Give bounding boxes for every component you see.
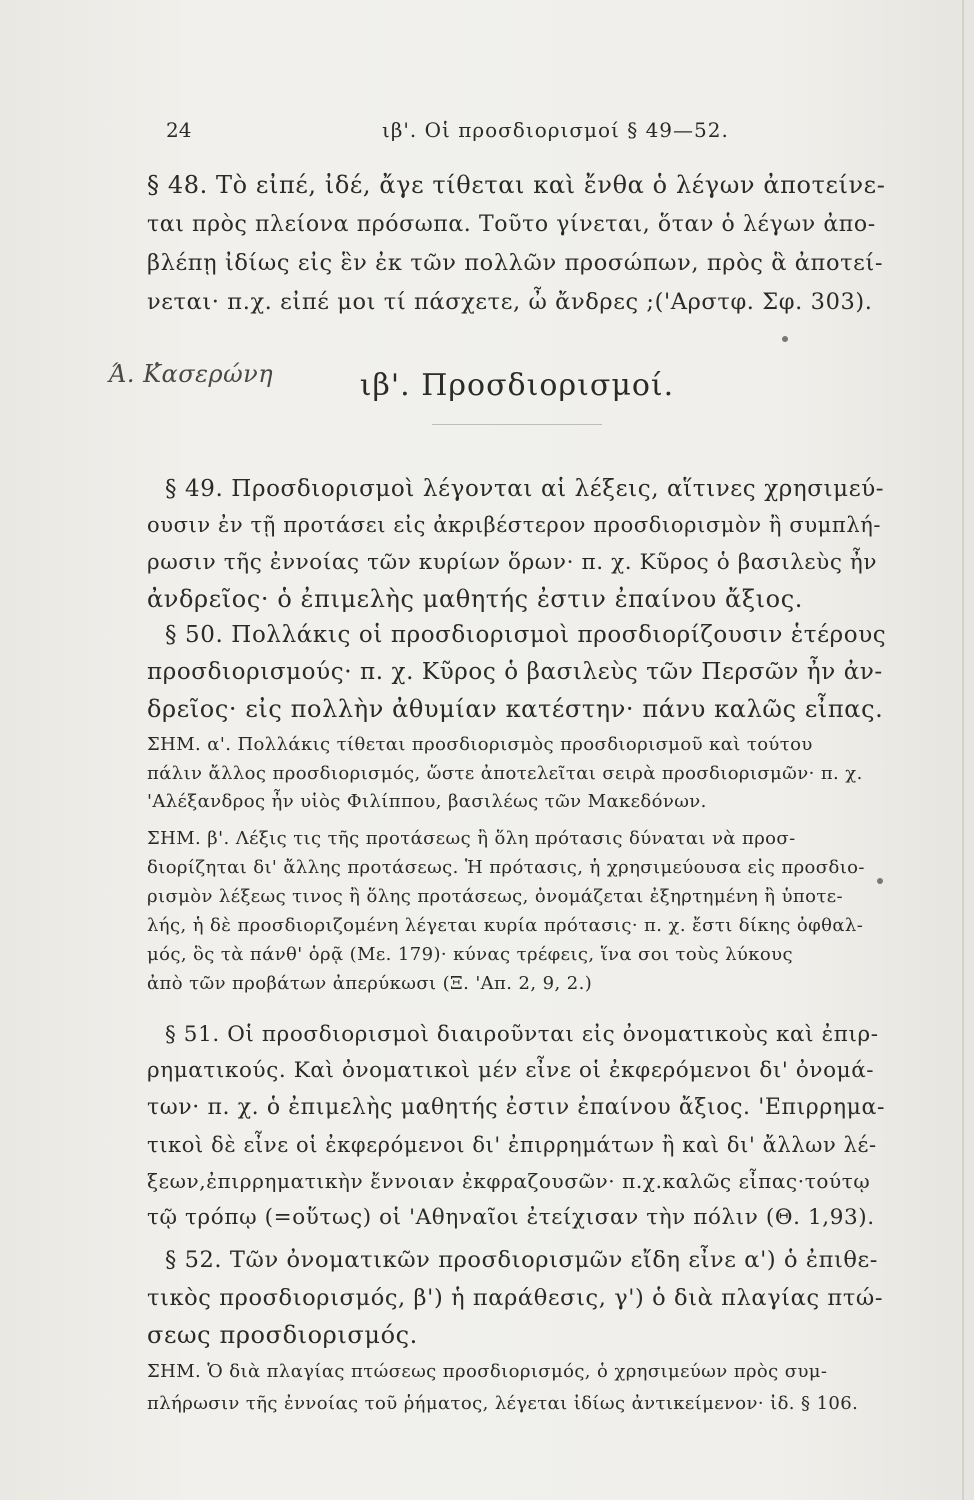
- text-line: § 49. Προσδιορισμοὶ λέγονται αἱ λέξεις, αἵτινες χρησιμεύ-: [165, 476, 885, 502]
- text-line: § 52. Τῶν ὀνοματικῶν προσδιορισμῶν εἴδη εἶνε α') ὁ ἐπιθε-: [165, 1247, 878, 1273]
- note-line: μός, ὃς τὰ πάνθ' ὁρᾷ (Με. 179)· κύνας τρέφεις, ἵνα σοι τοὺς λύκους: [147, 944, 793, 965]
- note-line: ἀπὸ τῶν προβάτων ἀπερύκωσι (Ξ. 'Απ. 2, 9, 2.): [147, 973, 593, 994]
- note-line: λής, ἡ δὲ προσδιοριζομένη λέγεται κυρία πρότασις· π. χ. ἔστι δίκης ὀφθαλ-: [147, 915, 864, 936]
- note-line: ΣΗΜ. Ὁ διὰ πλαγίας πτώσεως προσδιορισμός, ὁ χρησιμεύων πρὸς συμ-: [147, 1361, 828, 1382]
- text-line: προσδιορισμούς· π. χ. Κῦρος ὁ βασιλεὺς τῶν Περσῶν ἦν ἀν-: [147, 659, 883, 685]
- text-line: τικὸς προσδιορισμός, β') ἡ παράθεσις, γ') ὁ διὰ πλαγίας πτώ-: [147, 1285, 884, 1311]
- text-line: σεως προσδιορισμός.: [147, 1321, 418, 1349]
- text-line: ται πρὸς πλείονα πρόσωπα. Τοῦτο γίνεται, ὅταν ὁ λέγων ἀπο-: [147, 212, 876, 237]
- text-line: ουσιν ἐν τῇ προτάσει εἰς ἀκριβέστερον προσδιορισμὸν ἢ συμπλή-: [147, 513, 882, 537]
- ink-speck: [782, 336, 788, 342]
- handwritten-annotation: Ά. Κ̔ασερώνη: [109, 360, 274, 388]
- page-number: 24: [166, 118, 192, 142]
- note-line: πλήρωσιν τῆς ἐννοίας τοῦ ῥήματος, λέγεται ἰδίως ἀντικείμενον· ἰδ. § 106.: [147, 1393, 859, 1414]
- page-edge: [962, 0, 964, 1500]
- ink-speck: [877, 878, 883, 884]
- text-line: ρωσιν τῆς ἐννοίας τῶν κυρίων ὅρων· π. χ. Κῦρος ὁ βασιλεὺς ἦν: [147, 550, 878, 575]
- note-line: ΣΗΜ. β'. Λέξις τις τῆς προτάσεως ἢ ὅλη πρότασις δύναται νὰ προσ-: [147, 828, 796, 849]
- text-line: ρηματικούς. Καὶ ὀνοματικοὶ μέν εἶνε οἱ ἐκφερόμενοι δι' ὀνομά-: [147, 1058, 875, 1083]
- text-line: τικοὶ δὲ εἶνε οἱ ἐκφερόμενοι δι' ἐπιρρημάτων ἢ καὶ δι' ἄλλων λέ-: [147, 1133, 877, 1157]
- running-title: ιβ'. Οἱ προσδιορισμοί § 49—52.: [382, 118, 729, 142]
- note-line: ΣΗΜ. α'. Πολλάκις τίθεται προσδιορισμὸς προσδιορισμοῦ καὶ τούτου: [147, 734, 813, 755]
- note-line: ρισμὸν λέξεως τινος ἢ ὅλης προτάσεως, ὀνομάζεται ἐξηρτημένη ἢ ὑποτε-: [147, 886, 843, 907]
- heading-rule: [432, 424, 602, 425]
- text-line: § 48. Τὸ εἰπέ, ἰδέ, ἄγε τίθεται καὶ ἔνθα ὁ λέγων ἀποτείνε-: [147, 171, 886, 199]
- text-line: νεται· π.χ. εἰπέ μοι τί πάσχετε, ὦ ἄνδρες ;('Αρστφ. Σφ. 303).: [147, 289, 873, 315]
- text-line: ἀνδρεῖος· ὁ ἐπιμελὴς μαθητής ἐστιν ἐπαίνου ἄξιος.: [147, 585, 803, 613]
- text-line: δρεῖος· εἰς πολλὴν ἀθυμίαν κατέστην· πάνυ καλῶς εἶπας.: [147, 695, 884, 723]
- text-line: § 51. Οἱ προσδιορισμοὶ διαιροῦνται εἰς ὀνοματικοὺς καὶ ἐπιρ-: [165, 1022, 879, 1047]
- note-line: πάλιν ἄλλος προσδιορισμός, ὥστε ἀποτελεῖται σειρὰ προσδιορισμῶν· π. χ.: [147, 763, 863, 784]
- text-line: § 50. Πολλάκις οἱ προσδιορισμοὶ προσδιορίζουσιν ἑτέρους: [165, 622, 887, 648]
- note-line: 'Αλέξανδρος ἦν υἱὸς Φιλίππου, βασιλέως τῶν Μακεδόνων.: [147, 791, 707, 812]
- chapter-heading: ιβ'. Προσδιορισμοί.: [359, 368, 675, 403]
- text-line: βλέπῃ ἰδίως εἰς ἓν ἐκ τῶν πολλῶν προσώπων, πρὸς ἃ ἀποτεί-: [147, 250, 884, 276]
- text-line: τῷ τρόπῳ (=οὕτως) οἱ 'Αθηναῖοι ἐτείχισαν τὴν πόλιν (Θ. 1,93).: [147, 1205, 875, 1230]
- text-line: των· π. χ. ὁ ἐπιμελὴς μαθητής ἐστιν ἐπαίνου ἄξιος. 'Επιρρημα-: [147, 1095, 886, 1120]
- note-line: διορίζηται δι' ἄλλης προτάσεως. Ἡ πρότασις, ἡ χρησιμεύουσα εἰς προσδιο-: [147, 857, 865, 878]
- text-line: ξεων,ἐπιρρηματικὴν ἔννοιαν ἐκφραζουσῶν· π.χ.καλῶς εἶπας·τούτῳ: [147, 1169, 871, 1193]
- running-header: [147, 118, 887, 148]
